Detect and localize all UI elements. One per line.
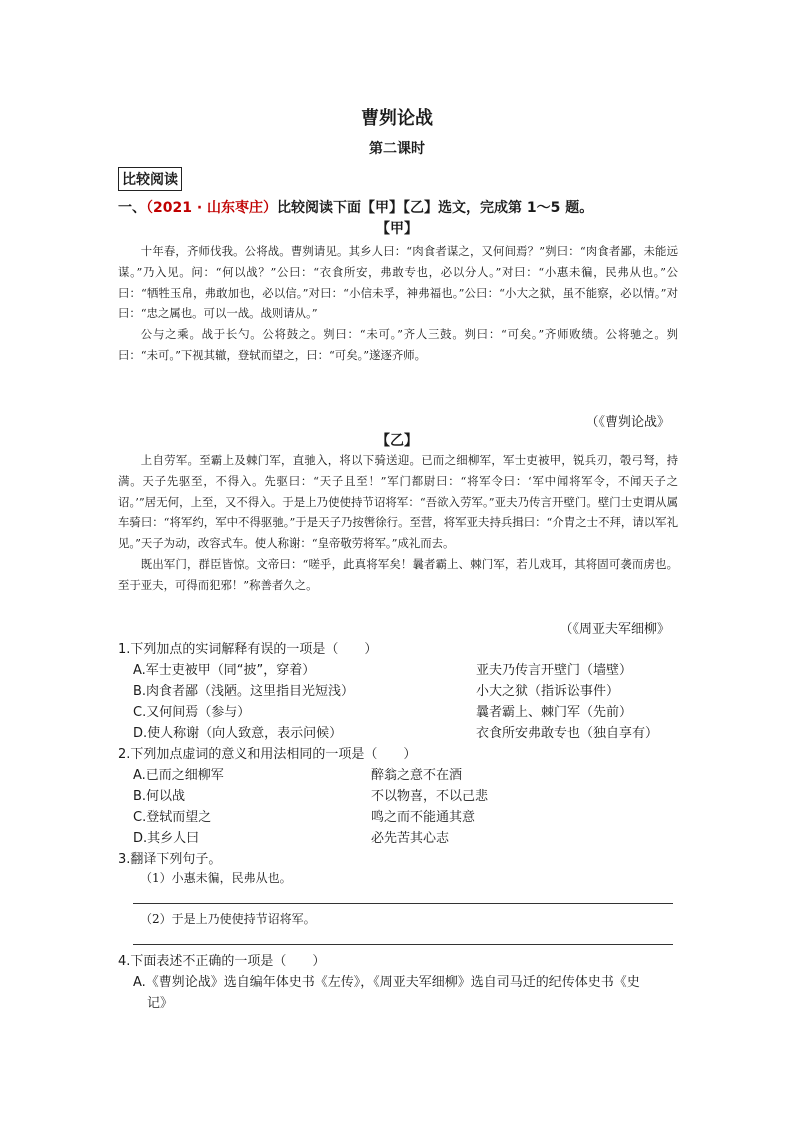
q4-option-a: A.《曹刿论战》选自编年体史书《左传》，《周亚夫军细柳》选自司马迁的纪传体史书《史: [133, 975, 640, 990]
q1-option-d: D.使人称谢（向人致意，表示问候）: [133, 726, 343, 741]
q1-option-b: B.肉食者鄙（浅陋。这里指目光短浅）: [133, 684, 355, 699]
q2-option-a-pair: 醉翁之意不在酒: [371, 768, 463, 783]
q2-option-d-pair: 必先苦其心志: [371, 831, 450, 846]
passage-b-source: （《周亚夫军细柳》: [559, 622, 670, 637]
question-intro: [118, 197, 593, 217]
passage-b-paragraph: 既出军门，群臣皆惊。文帝曰：“嗟乎，此真将军矣！曩者霸上、棘门军，若儿戏耳，其将固可袭而虏也。至于亚夫，可得而犯邪！”称善者久之。: [118, 556, 678, 592]
q2-option-d: D.其乡人曰: [133, 831, 200, 846]
q3-item-2: （2）于是上乃使使持节诏将军。: [140, 912, 316, 926]
question-prefix: 一、: [118, 200, 146, 216]
page-title: 曹刿论战: [361, 108, 433, 129]
q1-option-c: C.又何间焉（参与）: [133, 705, 251, 720]
q2-option-b-pair: 不以物喜，不以己悲: [371, 789, 489, 804]
section-label: 比较阅读: [118, 167, 182, 191]
passage-a-paragraph: 十年春，齐师伐我。公将战。曹刿请见。其乡人曰：“肉食者谋之，又何间焉？”刿曰：“肉食者鄙，未能远谋。”乃入见。问：“何以战？”公曰：“衣食所安，弗敢专也，必以分人。”对曰：“小惠未徧，民弗从也。”公曰：“牺牲玉帛，弗敢加也，必以信。”对曰：“小信未孚，神弗福也。”公曰：“小大之狱，虽不能察，必以情。”对曰：“忠之属也。可以一战。战则请从。”: [118, 244, 678, 321]
q2-option-c-pair: 鸣之而不能通其意: [371, 810, 476, 825]
q1-stem: 1.下列加点的实词解释有误的一项是（ ）: [118, 642, 378, 657]
q1-option-a-pair: 亚夫乃传言开壁门（墙壁）: [476, 663, 633, 678]
q1-option-b-pair: 小大之狱（指诉讼事件）: [476, 684, 620, 699]
page-subtitle: 第二课时: [369, 141, 425, 157]
q2-option-a: A.已而之细柳军: [133, 768, 224, 783]
passage-b-mark: 【乙】: [376, 433, 418, 449]
answer-line: [133, 944, 673, 945]
passage-a-source: （《曹刿论战》: [585, 415, 670, 430]
question-text: 比较阅读下面【甲】【乙】选文，完成第 1～5 题。: [277, 200, 594, 216]
passage-b-paragraph: 上自劳军。至霸上及棘门军，直驰入，将以下骑送迎。已而之细柳军，军士吏被甲，锐兵刃，彀弓弩，持满。天子先驱至，不得入。先驱曰：“天子且至！”军门都尉曰：“将军令曰：‘军中闻将军令，不闻天子之诏。’”居无何，上至，又不得入。于是上乃使使持节诏将军：“吾欲入劳军。”亚夫乃传言开壁门。壁门士吏谓从属车骑曰：“将军约，军中不得驱驰。”于是天子乃按辔徐行。至营，将军亚夫持兵揖曰：“介胄之士不拜，请以军礼见。”天子为动，改容式车。使人称谢：“皇帝敬劳将军。”成礼而去。: [118, 453, 678, 551]
q2-option-c: C.登轼而望之: [133, 810, 212, 825]
q1-option-c-pair: 曩者霸上、棘门军（先前）: [476, 705, 633, 720]
q3-item-1: （1）小惠未徧，民弗从也。: [140, 871, 292, 885]
passage-b: [118, 450, 678, 596]
q2-stem: 2.下列加点虚词的意义和用法相同的一项是（ ）: [118, 747, 417, 762]
passage-a-mark: 【甲】: [376, 221, 418, 237]
passage-a-paragraph: 公与之乘。战于长勺。公将鼓之。刿曰：“未可。”齐人三鼓。刿曰：“可矣。”齐师败绩。公将驰之。刿曰：“未可。”下视其辙，登轼而望之，曰：“可矣。”遂逐齐师。: [118, 327, 678, 362]
passage-a: [118, 241, 678, 366]
q2-option-b: B.何以战: [133, 789, 186, 804]
answer-line: [133, 903, 673, 904]
q1-option-a: A.军士吏被甲（同“披”，穿着）: [133, 663, 316, 678]
q4-stem: 4.下面表述不正确的一项是（ ）: [118, 954, 326, 969]
q3-stem: 3.翻译下列句子。: [118, 852, 222, 867]
q4-option-a-cont: 记》: [147, 996, 174, 1011]
question-source: （2021 · 山东枣庄）: [146, 200, 278, 216]
q1-option-d-pair: 衣食所安弗敢专也（独自享有）: [476, 726, 659, 741]
